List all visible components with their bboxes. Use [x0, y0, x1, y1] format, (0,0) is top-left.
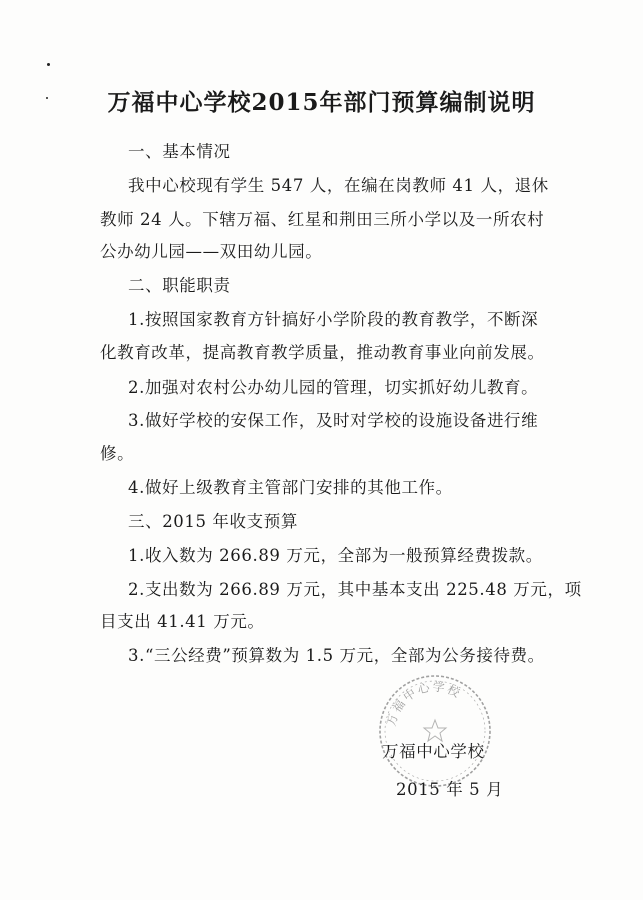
official-seal-stamp — [376, 672, 494, 790]
paragraph-line: 目支出 41.41 万元。 — [100, 612, 265, 631]
svg-text:万福中心学校: 万福中心学校 — [384, 679, 464, 728]
paragraph-line: 4.做好上级教育主管部门安排的其他工作。 — [128, 478, 453, 497]
paragraph-line: 1.按照国家教育方针搞好小学阶段的教育教学，不断深 — [128, 310, 539, 329]
document-title: 万福中心学校2015年部门预算编制说明 — [107, 89, 536, 116]
section-heading-duties: 二、职能职责 — [128, 276, 231, 295]
paragraph-line: 3.“三公经费”预算数为 1.5 万元，全部为公务接待费。 — [128, 646, 545, 665]
paragraph-line: 修。 — [100, 444, 135, 463]
signature-date: 2015 年 5 月 — [396, 780, 504, 799]
paragraph-line: 3.做好学校的安保工作，及时对学校的设施设备进行维 — [128, 411, 539, 430]
paragraph-line: 2.支出数为 266.89 万元，其中基本支出 225.48 万元，项 — [128, 580, 582, 599]
section-heading-budget: 三、2015 年收支预算 — [128, 512, 298, 531]
scan-speck — [47, 63, 50, 66]
paragraph-line: 公办幼儿园——双田幼儿园。 — [100, 242, 323, 261]
section-heading-basic: 一、基本情况 — [128, 142, 231, 161]
paragraph-line: 1.收入数为 266.89 万元，全部为一般预算经费拨款。 — [128, 546, 543, 565]
paragraph-line: 教师 24 人。下辖万福、红星和荆田三所小学以及一所农村 — [100, 210, 545, 229]
signature-organization: 万福中心学校 — [382, 742, 485, 761]
paragraph-line: 我中心校现有学生 547 人，在编在岗教师 41 人，退休 — [128, 176, 549, 195]
paragraph-line: 化教育改革，提高教育教学质量，推动教育事业向前发展。 — [100, 343, 545, 362]
paragraph-line: 2.加强对农村公办幼儿园的管理，切实抓好幼儿教育。 — [128, 378, 539, 397]
